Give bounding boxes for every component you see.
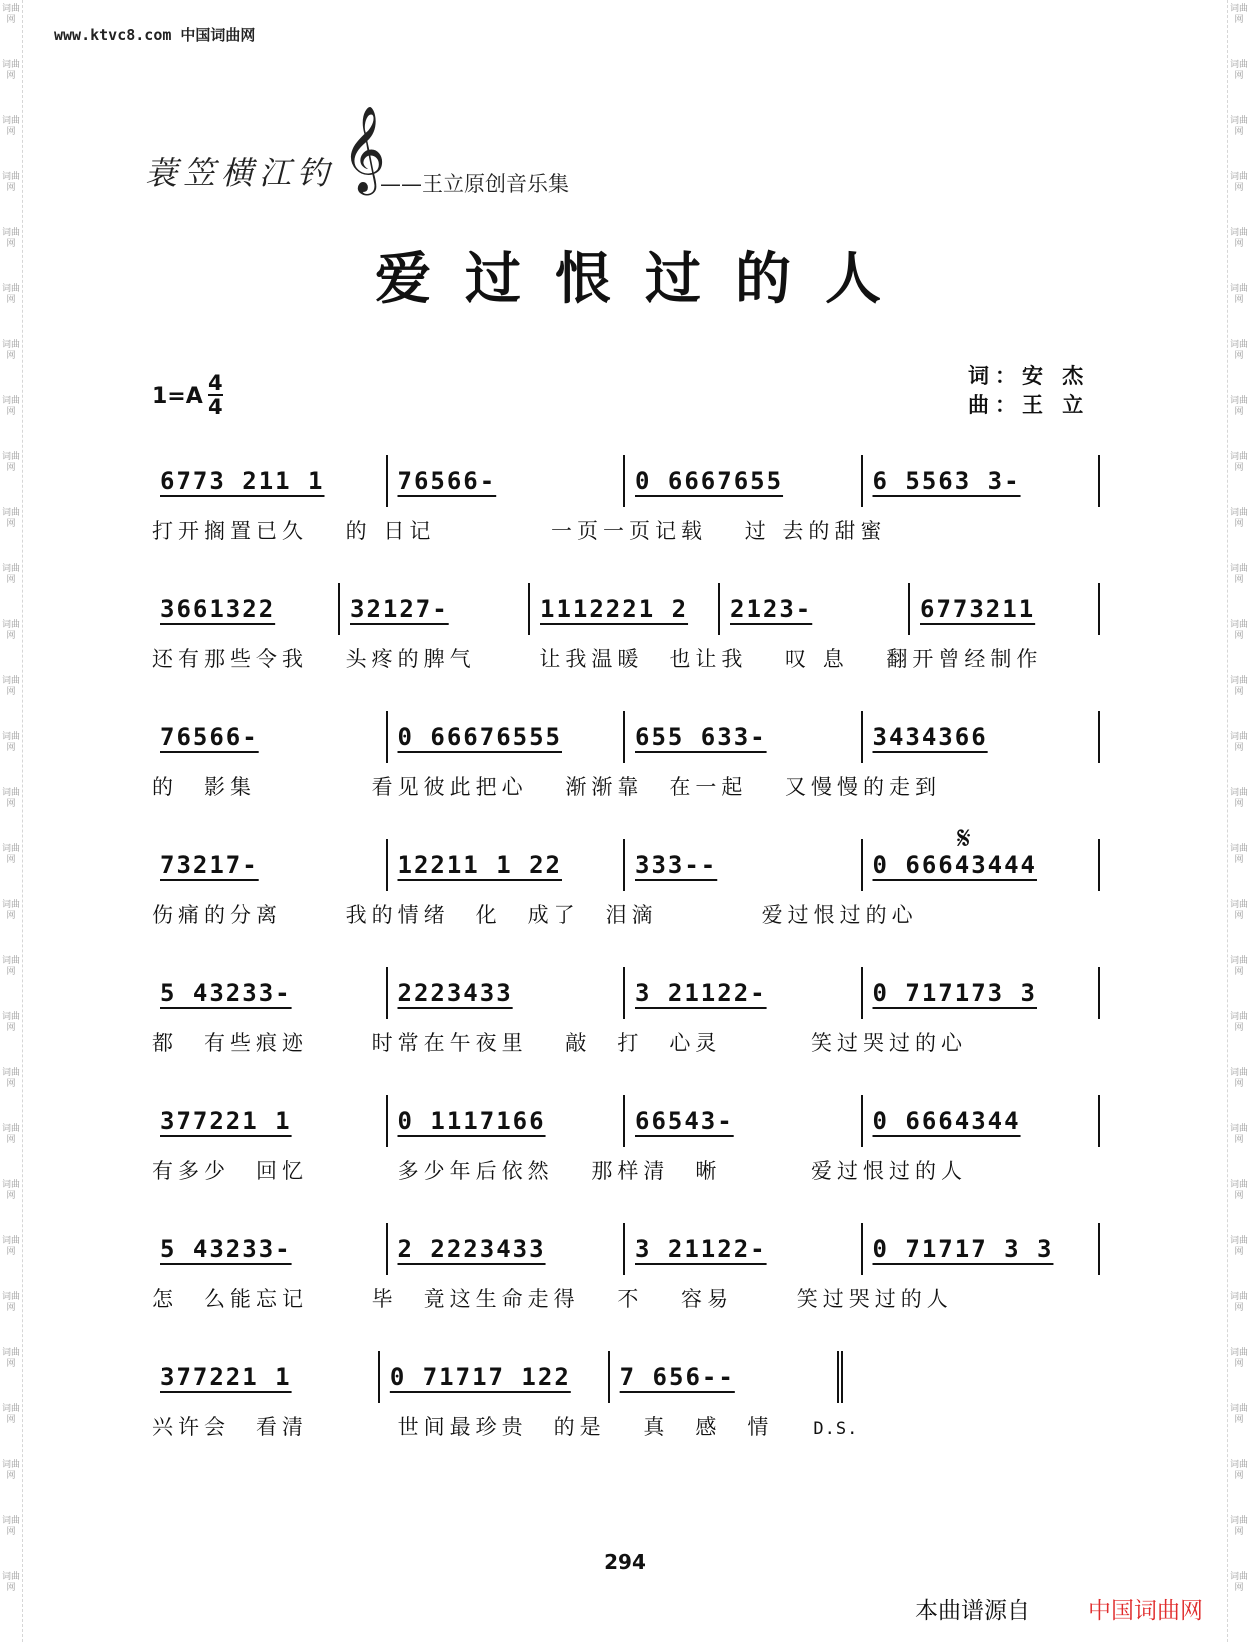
lyrics-line: 有多少 回忆 多少年后依然 那样清 晰 爱过恨过的人 [152, 1159, 968, 1183]
measure: 6 5563 3- [863, 455, 1101, 507]
watermark-text: 词曲网 [1229, 228, 1248, 249]
watermark-text: 词曲网 [1229, 116, 1248, 137]
measure: 32127- [340, 583, 530, 635]
watermark-text: 词曲网 [1, 1292, 20, 1313]
watermark-text: 词曲网 [1229, 1180, 1248, 1201]
watermark-text: 词曲网 [1229, 676, 1248, 697]
measure: 0 71717 3 3 [863, 1223, 1101, 1275]
footer-source-label: 本曲谱源自 [915, 1598, 1030, 1624]
watermark-text: 词曲网 [1229, 788, 1248, 809]
watermark-text: 词曲网 [1, 1516, 20, 1537]
watermark-text: 词曲网 [1229, 620, 1248, 641]
measure: 3 21122- [625, 967, 863, 1019]
measure: 2223433 [388, 967, 626, 1019]
watermark-text: 词曲网 [1, 844, 20, 865]
treble-clef-icon: 𝄞 [342, 106, 386, 192]
dal-segno-mark: D.S. [813, 1419, 859, 1439]
lyrics-row [150, 1283, 1100, 1313]
watermark-text: 词曲网 [1, 396, 20, 417]
measure: 377221 1 [150, 1351, 380, 1403]
watermark-text: 词曲网 [1, 1348, 20, 1369]
watermark-text: 词曲网 [1229, 1012, 1248, 1033]
lyrics-row [150, 899, 1100, 929]
watermark-text: 词曲网 [1, 1460, 20, 1481]
measure: 12211 1 22 [388, 839, 626, 891]
watermark-text: 词曲网 [1229, 1460, 1248, 1481]
measure: 0 6667655 [625, 455, 863, 507]
page-number: 294 [604, 1550, 646, 1574]
watermark-text: 词曲网 [1, 60, 20, 81]
lyrics-row [150, 1155, 1100, 1185]
watermark-text: 词曲网 [1, 284, 20, 305]
measure: 0 1117166 [388, 1095, 626, 1147]
watermark-text: 词曲网 [1, 1404, 20, 1425]
measure: 6773211 [910, 583, 1100, 635]
watermark-text: 词曲网 [1, 788, 20, 809]
score-system [150, 967, 1100, 1095]
measure: 76566- [150, 711, 388, 763]
lyrics-line: 的 影集 看见彼此把心 渐渐靠 在一起 又慢慢的走到 [152, 775, 942, 799]
watermark-text: 词曲网 [1229, 1572, 1248, 1593]
watermark-text: 词曲网 [1229, 1068, 1248, 1089]
measure: 0 66676555 [388, 711, 626, 763]
measure: 2 2223433 [388, 1223, 626, 1275]
watermark-text: 词曲网 [1, 620, 20, 641]
lyrics-row [150, 643, 1100, 673]
watermark-text: 词曲网 [1229, 508, 1248, 529]
watermark-text: 词曲网 [1, 1236, 20, 1257]
notes-row [150, 711, 1100, 763]
segno-icon: 𝄋 [957, 819, 971, 857]
notes-row [150, 839, 1100, 891]
watermark-text: 词曲网 [1229, 1124, 1248, 1145]
watermark-text: 词曲网 [1, 1068, 20, 1089]
watermark-text: 词曲网 [1229, 1404, 1248, 1425]
song-title: 爱过恨过的人 [375, 246, 915, 312]
notes-row [150, 455, 1100, 507]
notes-row [150, 1351, 844, 1403]
series-subtitle: ——王立原创音乐集 [380, 172, 569, 196]
lyrics-line: 还有那些令我 头疼的脾气 让我温暖 也让我 叹 息 翻开曾经制作 [152, 647, 1043, 671]
credits [968, 362, 1089, 420]
time-numerator: 4 [208, 371, 223, 395]
watermark-text: 词曲网 [1229, 1516, 1248, 1537]
score-system [150, 1223, 1100, 1351]
lyrics-line: 打开搁置已久 的 日记 一页一页记载 过 去的甜蜜 [152, 519, 887, 543]
lyrics-line: 都 有些痕迹 时常在午夜里 敲 打 心灵 笑过哭过的心 [152, 1031, 968, 1055]
watermark-text: 词曲网 [1229, 396, 1248, 417]
watermark-text: 词曲网 [1, 116, 20, 137]
composer-credit: 曲：王 立 [968, 393, 1090, 417]
watermark-text: 词曲网 [1, 228, 20, 249]
watermark-text: 词曲网 [1229, 4, 1248, 25]
lyrics-line: 兴许会 看清 世间最珍贵 的是 真 感 情 [152, 1415, 774, 1439]
watermark-text: 词曲网 [1229, 284, 1248, 305]
watermark-text: 词曲网 [1, 452, 20, 473]
score-system [150, 583, 1100, 711]
watermark-text: 词曲网 [1, 1124, 20, 1145]
watermark-text: 词曲网 [1, 1180, 20, 1201]
measure: 1112221 2 [530, 583, 720, 635]
score-system [150, 455, 1100, 583]
lyrics-row [150, 1411, 1100, 1441]
notes-row [150, 1095, 1100, 1147]
watermark-text: 词曲网 [1, 564, 20, 585]
watermark-text: 词曲网 [1229, 60, 1248, 81]
measure: 76566- [388, 455, 626, 507]
key-signature: 1=A [152, 384, 203, 409]
watermark-text: 词曲网 [1, 172, 20, 193]
measure: 2123- [720, 583, 910, 635]
numbered-score [150, 455, 1100, 1479]
measure: 3661322 [150, 583, 340, 635]
measure: 5 43233- [150, 967, 388, 1019]
lyrics-row [150, 515, 1100, 545]
lyrics-line: 怎 么能忘记 毕 竟这生命走得 不 容易 笑过哭过的人 [152, 1287, 953, 1311]
lyrics-row [150, 771, 1100, 801]
measure: 655 633- [625, 711, 863, 763]
footer-brand-link[interactable]: 中国词曲网 [1088, 1598, 1203, 1624]
watermark-text: 词曲网 [1229, 1348, 1248, 1369]
measure: 66543- [625, 1095, 863, 1147]
lyricist-credit: 词：安 杰 [968, 364, 1090, 388]
watermark-text: 词曲网 [1229, 172, 1248, 193]
watermark-text: 词曲网 [1, 1572, 20, 1593]
score-system [150, 819, 1100, 967]
watermark-text: 词曲网 [1, 1012, 20, 1033]
lyrics-line: 伤痛的分离 我的情绪 化 成了 泪滴 爱过恨过的心 [152, 903, 918, 927]
measure: 3 21122- [625, 1223, 863, 1275]
time-denominator: 4 [208, 395, 223, 419]
measure: 333-- [625, 839, 863, 891]
watermark-text: 词曲网 [1, 676, 20, 697]
measure: 6773 211 1 [150, 455, 388, 507]
measure: 0 71717 122 [380, 1351, 610, 1403]
watermark-text: 词曲网 [1229, 900, 1248, 921]
lyrics-row [150, 1027, 1100, 1057]
watermark-text: 词曲网 [1, 900, 20, 921]
site-header: www.ktvc8.com 中国词曲网 [54, 26, 256, 44]
watermark-text: 词曲网 [1229, 956, 1248, 977]
notes-row [150, 967, 1100, 1019]
watermark-text: 词曲网 [1229, 1236, 1248, 1257]
measure: 0 6664344 [863, 1095, 1101, 1147]
watermark-text: 词曲网 [1, 508, 20, 529]
measure: 7 656-- [610, 1351, 844, 1403]
watermark-text: 词曲网 [1229, 340, 1248, 361]
series-title: 蓑笠横江钓 [145, 154, 336, 192]
measure: 5 43233- [150, 1223, 388, 1275]
notes-row [150, 583, 1100, 635]
watermark-text: 词曲网 [1, 956, 20, 977]
watermark-text: 词曲网 [1229, 564, 1248, 585]
measure: 377221 1 [150, 1095, 388, 1147]
watermark-text: 词曲网 [1, 4, 20, 25]
watermark-text: 词曲网 [1229, 844, 1248, 865]
watermark-text: 词曲网 [1, 732, 20, 753]
watermark-text: 词曲网 [1229, 452, 1248, 473]
watermark-text: 词曲网 [1229, 1292, 1248, 1313]
watermark-text: 词曲网 [1229, 732, 1248, 753]
measure: 73217- [150, 839, 388, 891]
notes-row [150, 1223, 1100, 1275]
measure: 0 717173 3 [863, 967, 1101, 1019]
score-system [150, 1351, 1100, 1479]
score-system [150, 1095, 1100, 1223]
watermark-text: 词曲网 [1, 340, 20, 361]
time-signature [208, 372, 223, 418]
measure: 3434366 [863, 711, 1101, 763]
measure: 0 66643444 [863, 839, 1101, 891]
